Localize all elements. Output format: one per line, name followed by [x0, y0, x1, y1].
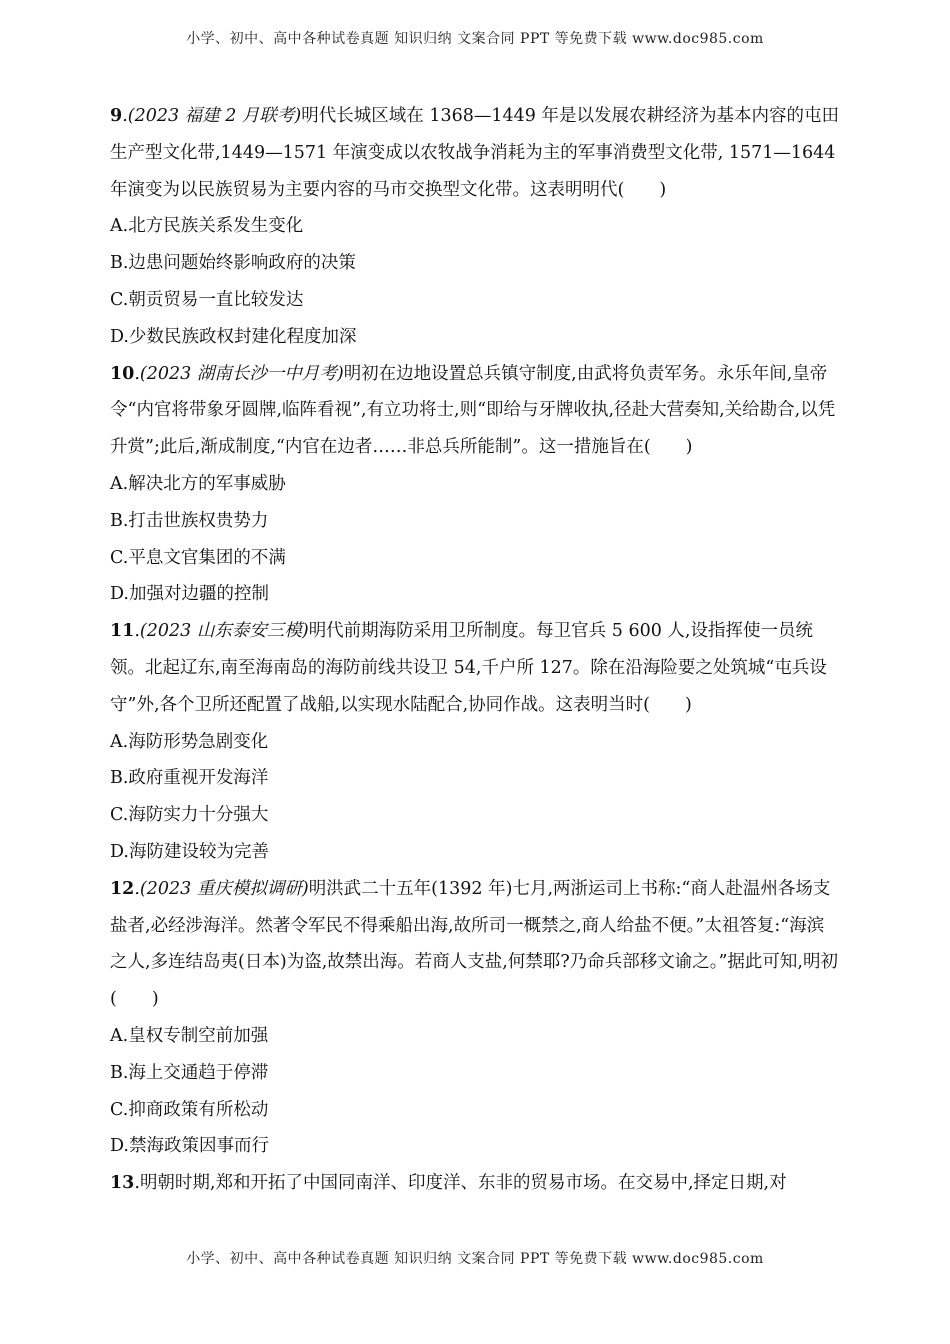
- option-a: A.解决北方的军事威胁: [110, 473, 286, 494]
- question-text: 明洪武二十五年(1392 年)七月,两浙运司上书称:“商人赴温州各场支盐者,必经涉海洋。然著令军民不得乘船出海,故所司一概禁之,商人给盐不便。”太祖答复:“海滨之人,多连结岛夷(日本)为盗,故禁出海。若商人支盐,何禁耶?乃命兵部移文谕之。”据此可知,明初( ): [110, 878, 838, 1010]
- question-source: .(2023 福建 2 月联考): [122, 106, 302, 126]
- question-number: 9: [110, 106, 123, 126]
- question-text: 明初在边地设置总兵镇守制度,由武将负责军务。永乐年间,皇帝令“内官将带象牙圆牌,临阵看视”,有立功将士,则“即给与牙牌收执,径赴大营奏知,关给勘合,以凭升赏”;此后,渐成制度,“内官在边者……非总兵所能制”。这一措施旨在( ): [110, 363, 836, 458]
- option-d: D.加强对边疆的控制: [110, 584, 269, 605]
- option-c: C.朝贡贸易一直比较发达: [110, 289, 304, 310]
- question-source: .(2023 湖南长沙一中月考): [134, 363, 344, 384]
- question-12: [110, 871, 840, 1165]
- question-9: [110, 98, 840, 356]
- question-number: 10: [110, 363, 135, 384]
- option-c: C.海防实力十分强大: [110, 805, 269, 826]
- question-11: [110, 613, 840, 871]
- question-text: 明代长城区域在 1368—1449 年是以发展农耕经济为基本内容的屯田生产型文化带,1449—1571 年演变成以农牧战争消耗为主的军事消费型文化带, 1571—1644 年演变为以民族贸易为主要内容的马市交换型文化带。这表明明代( ): [110, 106, 839, 200]
- option-c: C.平息文官集团的不满: [110, 547, 286, 568]
- question-13: [110, 1165, 840, 1202]
- question-text: 明代前期海防采用卫所制度。每卫官兵 5 600 人,设指挥使一员统领。北起辽东,南至海南岛的海防前线共设卫 54,千户所 127。除在沿海险要之处筑城“屯兵设守”外,各个卫所还配置了战船,以实现水陆配合,协同作战。这表明当时( ): [110, 621, 827, 715]
- question-stem: [110, 871, 840, 1018]
- question-number: 12: [110, 878, 135, 899]
- question-stem: [110, 98, 840, 208]
- option-d: D.少数民族政权封建化程度加深: [110, 326, 357, 347]
- option-a: A.北方民族关系发生变化: [110, 216, 304, 237]
- question-stem: [110, 356, 840, 466]
- question-number: 13: [110, 1173, 135, 1194]
- question-number: 11: [110, 621, 135, 642]
- question-stem: [110, 613, 840, 723]
- option-b: B.海上交通趋于停滞: [110, 1062, 269, 1083]
- question-stem: [110, 1165, 840, 1202]
- option-d: D.海防建设较为完善: [110, 841, 269, 862]
- question-source: .(2023 山东泰安三模): [134, 621, 309, 642]
- page-header: 小学、初中、高中各种试卷真题 知识归纳 文案合同 PPT 等免费下载 www.doc985.com: [186, 31, 764, 47]
- option-b: B.打击世族权贵势力: [110, 510, 269, 531]
- question-source: .: [134, 1173, 140, 1194]
- question-10: [110, 356, 840, 614]
- question-source: .(2023 重庆模拟调研): [134, 878, 309, 899]
- question-text: 明朝时期,郑和开拓了中国同南洋、印度洋、东非的贸易市场。在交易中,择定日期,对: [139, 1173, 787, 1194]
- option-c: C.抑商政策有所松动: [110, 1099, 269, 1120]
- option-d: D.禁海政策因事而行: [110, 1136, 269, 1157]
- option-a: A.海防形势急剧变化: [110, 731, 269, 752]
- option-a: A.皇权专制空前加强: [110, 1025, 269, 1046]
- page-footer: 小学、初中、高中各种试卷真题 知识归纳 文案合同 PPT 等免费下载 www.doc985.com: [186, 1251, 764, 1267]
- option-b: B.边患问题始终影响政府的决策: [110, 253, 356, 274]
- option-b: B.政府重视开发海洋: [110, 768, 269, 789]
- question-list: [110, 98, 840, 1202]
